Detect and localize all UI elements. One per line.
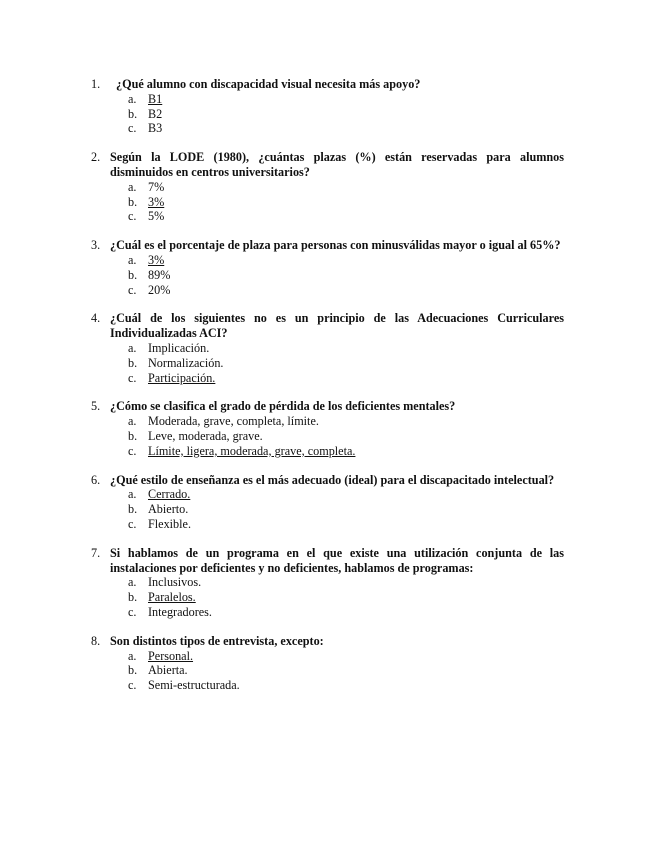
option-letter: a. — [128, 414, 137, 429]
option-letter: c. — [128, 282, 137, 297]
answer-option — [0, 502, 655, 517]
question-text: Son distintos tipos de entrevista, excepto: — [110, 633, 324, 648]
option-letter: c. — [128, 678, 137, 693]
question-2 — [0, 150, 655, 224]
option-letter: a. — [128, 575, 137, 590]
option-text: 89% — [148, 267, 171, 282]
question-number: 1. — [91, 77, 101, 91]
option-letter: b. — [128, 502, 138, 517]
option-letter: b. — [128, 106, 138, 121]
question-3 — [0, 238, 655, 297]
option-text-underlined: 3% — [148, 252, 165, 267]
option-letter: c. — [128, 370, 137, 385]
answer-option — [0, 356, 655, 371]
option-letter: c. — [128, 209, 137, 224]
answer-option — [0, 663, 655, 678]
option-letter: b. — [128, 663, 138, 678]
answer-option — [0, 649, 655, 664]
answer-option — [0, 605, 655, 620]
question-number: 5. — [91, 399, 101, 414]
question-text: ¿Cuál es el porcentaje de plaza para personas con minusválidas mayor o igual al 65%? — [110, 238, 561, 253]
option-text: Normalización. — [148, 355, 224, 370]
answer-option — [0, 180, 655, 195]
question-text: Si hablamos de un programa en el que existe una utilización conjunta de las instalaciones por deficientes y no deficientes, hablamos de programas: — [110, 545, 564, 575]
option-text: Abierta. — [148, 663, 188, 678]
answer-option — [0, 283, 655, 298]
question-number: 2. — [91, 150, 101, 165]
option-text-underlined: B1 — [148, 91, 163, 106]
question-text: ¿Cómo se clasifica el grado de pérdida de los deficientes mentales? — [110, 399, 456, 414]
answer-option — [0, 92, 655, 107]
option-text-underlined: Cerrado. — [148, 487, 191, 502]
option-text: 20% — [148, 282, 171, 297]
question-number: 6. — [91, 472, 101, 487]
answer-option — [0, 371, 655, 386]
answer-option — [0, 678, 655, 693]
answer-option — [0, 121, 655, 136]
option-text: Flexible. — [148, 516, 191, 531]
question-8 — [0, 634, 655, 693]
option-letter: a. — [128, 91, 137, 106]
answer-option — [0, 341, 655, 356]
option-letter: a. — [128, 340, 137, 355]
option-letter: c. — [128, 443, 137, 458]
answer-option — [0, 590, 655, 605]
option-letter: b. — [128, 194, 138, 209]
question-text: ¿Qué alumno con discapacidad visual necesita más apoyo? — [116, 77, 421, 91]
option-text: B3 — [148, 121, 163, 136]
option-text: Moderada, grave, completa, límite. — [148, 414, 319, 429]
option-letter: c. — [128, 516, 137, 531]
option-letter: b. — [128, 428, 138, 443]
question-4 — [0, 311, 655, 385]
option-text: 7% — [148, 179, 165, 194]
option-letter: a. — [128, 487, 137, 502]
answer-option — [0, 575, 655, 590]
option-letter: c. — [128, 121, 137, 136]
option-text: B2 — [148, 106, 163, 121]
option-text: Leve, moderada, grave. — [148, 428, 263, 443]
answer-option — [0, 107, 655, 122]
option-letter: a. — [128, 252, 137, 267]
option-text-underlined: Límite, ligera, moderada, grave, completa. — [148, 443, 356, 458]
question-text: ¿Cuál de los siguientes no es un principio de las Adecuaciones Curriculares Individualizadas ACI? — [110, 311, 564, 341]
question-text: ¿Qué estilo de enseñanza es el más adecuado (ideal) para el discapacitado intelectual? — [110, 472, 555, 487]
answer-option — [0, 195, 655, 210]
option-letter: a. — [128, 648, 137, 663]
question-5 — [0, 399, 655, 458]
question-number: 8. — [91, 633, 101, 648]
answer-option — [0, 487, 655, 502]
answer-option — [0, 444, 655, 459]
question-7 — [0, 546, 655, 620]
option-text: Implicación. — [148, 340, 210, 355]
answer-option — [0, 253, 655, 268]
question-6 — [0, 473, 655, 532]
answer-option — [0, 429, 655, 444]
option-letter: c. — [128, 604, 137, 619]
option-text-underlined: Personal. — [148, 648, 194, 663]
answer-option — [0, 517, 655, 532]
question-number: 4. — [91, 311, 101, 326]
question-number: 3. — [91, 238, 101, 253]
answer-option — [0, 209, 655, 224]
option-letter: b. — [128, 590, 138, 605]
question-1 — [0, 77, 655, 136]
question-list — [0, 77, 655, 707]
option-text: Inclusivos. — [148, 575, 202, 590]
option-letter: b. — [128, 355, 138, 370]
option-text-underlined: Participación. — [148, 370, 216, 385]
option-text: Abierto. — [148, 502, 189, 517]
option-text: Semi-estructurada. — [148, 678, 240, 693]
option-letter: b. — [128, 267, 138, 282]
answer-option — [0, 414, 655, 429]
option-text: Integradores. — [148, 604, 212, 619]
option-text: 5% — [148, 209, 165, 224]
answer-option — [0, 268, 655, 283]
option-letter: a. — [128, 179, 137, 194]
option-text-underlined: Paralelos. — [148, 590, 196, 605]
question-number: 7. — [91, 545, 101, 560]
question-text: Según la LODE (1980), ¿cuántas plazas (%) están reservadas para alumnos disminuidos en centros universitarios? — [110, 150, 564, 179]
option-text-underlined: 3% — [148, 194, 165, 209]
